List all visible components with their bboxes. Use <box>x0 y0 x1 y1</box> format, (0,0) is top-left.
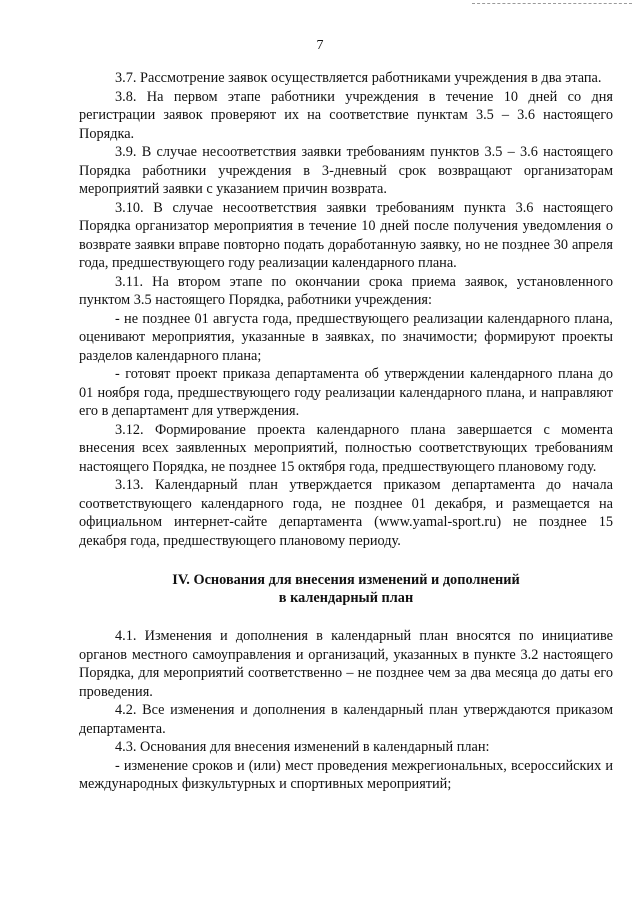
list-item-change-dates: - изменение сроков и (или) мест проведения межрегиональных, всероссийских и международных физкультурных и спортивных мероприятий; <box>79 757 613 792</box>
paragraph-3-8: 3.8. На первом этапе работники учреждения в течение 10 дней со дня регистрации заявок проверяют их на соответствие пунктам 3.5 – 3.6 настоящего Порядка. <box>79 88 613 142</box>
paragraph-3-9: 3.9. В случае несоответствия заявки требованиям пунктов 3.5 – 3.6 настоящего Порядка работники учреждения в 3-дневный срок возвращают организаторам мероприятий заявки с указанием причин возврата. <box>79 144 613 197</box>
section-heading-line-2: в календарный план <box>278 590 414 606</box>
document-body <box>79 69 613 794</box>
paragraph-3-12: 3.12. Формирование проекта календарного плана завершается с момента внесения всех заявленных мероприятий, полностью соответствующих требованиям настоящего Порядка, не позднее 15 октября года, предшествующего плановому году. <box>79 421 613 475</box>
list-item-evaluate: - не позднее 01 августа года, предшествующего реализации календарного плана, оценивают мероприятия, указанные в заявках, по значимости; формируют проекты разделов календарного плана; <box>79 310 613 364</box>
page-number: 7 <box>316 38 324 53</box>
top-edge-rule <box>472 3 632 4</box>
section-heading <box>79 571 613 607</box>
paragraph-4-2: 4.2. Все изменения и дополнения в календарный план утверждаются приказом департамента. <box>79 702 613 737</box>
section-heading-line-1: IV. Основания для внесения изменений и дополнений <box>172 572 520 588</box>
paragraph-4-1: 4.1. Изменения и дополнения в календарный план вносятся по инициативе органов местного самоуправления и организаций, указанных в пункте 3.2 настоящего Порядка, для мероприятий соответственно – не позднее чем за два месяца до даты его проведения. <box>79 628 613 700</box>
paragraph-3-10: 3.10. В случае несоответствия заявки требованиям пункта 3.6 настоящего Порядка организатор мероприятия в течение 10 дней после получения уведомления о возврате заявки вправе повторно подать доработанную заявку, но не позднее 30 апреля года, предшествующего году реализации календарного плана. <box>79 199 613 271</box>
paragraph-3-13: 3.13. Календарный план утверждается приказом департамента до начала соответствующего календарного года, не позднее 01 декабря, и размещается на официальном интернет-сайте департамента (www.yamal-sport.ru) не позднее 15 декабря года, предшествующего плановому периоду. <box>79 477 613 549</box>
list-item-prepare-order: - готовят проект приказа департамента об утверждении календарного плана до 01 ноября года, предшествующего году реализации календарного плана, и направляют его в департамент для утверждения. <box>79 366 613 419</box>
paragraph-3-11: 3.11. На втором этапе по окончании срока приема заявок, установленного пунктом 3.5 настоящего Порядка, работники учреждения: <box>79 273 613 308</box>
paragraph-4-3: 4.3. Основания для внесения изменений в календарный план: <box>115 739 490 755</box>
paragraph-3-7: 3.7. Рассмотрение заявок осуществляется работниками учреждения в два этапа. <box>115 70 602 86</box>
